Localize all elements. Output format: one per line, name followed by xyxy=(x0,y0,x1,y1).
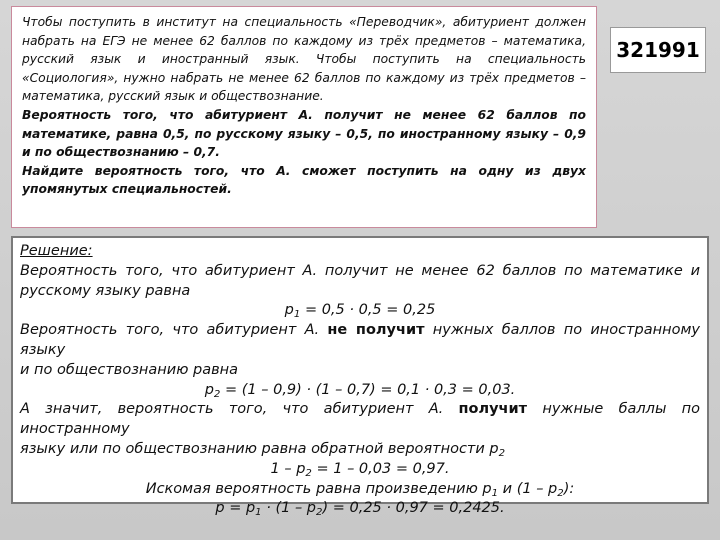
problem-probabilities: Вероятность того, что абитуриент А. получит не менее 62 баллов по математике, равна 0,5, по русскому языку – 0,5, по иностранному языку – 0,9 и по обществознанию – 0,7. xyxy=(22,107,586,160)
solution-text-2a: Вероятность того, что абитуриент А. не получит нужных баллов по иностранному языку xyxy=(20,322,700,358)
formula-complement: $1 - p_2 = 1 - 0,03 = 0,97$. xyxy=(270,460,450,479)
formula-p2: $p_2 = (1 - 0,9) \cdot (1 - 0,7) = 0,1 \cdot 0,3 = 0,03$. xyxy=(204,381,516,400)
emphasis-receive: получит xyxy=(458,401,528,418)
solution-text-1a: Вероятность того, что абитуриент А. получит не менее 62 баллов по математике и xyxy=(20,262,700,279)
problem-conditions: Чтобы поступить в институт на специальность «Переводчик», абитуриент должен набрать на ЕГЭ не менее 62 баллов по каждому из трёх предметов – математика, русский язык и иностранный язык. Чтобы поступить на специальность «Социология», нужно набрать не менее 62 баллов по каждому из трёх предметов – математика, русский язык и обществознание. xyxy=(22,15,586,104)
emphasis-not-receive: не получит xyxy=(327,322,425,339)
formula-final: $p = p_1 \cdot (1 - p_2) = 0,25 \cdot 0,97 = 0,2425$. xyxy=(215,500,505,519)
solution-text-3b: языку или по обществознанию равна обратной вероятности $p_2$ xyxy=(20,440,506,459)
problem-statement xyxy=(11,6,597,228)
problem-id-badge: 321991 xyxy=(610,27,706,73)
solution-panel xyxy=(11,236,709,519)
solution-text-1b: русскому языку равна xyxy=(20,282,191,299)
solution-text-3a: А значит, вероятность того, что абитуриент А. получит нужные баллы по иностранному xyxy=(20,401,701,438)
solution-text-4: Искомая вероятность равна произведению $p_1$ и $(1 - p_2)$: xyxy=(145,480,575,499)
solution-text-2b: и по обществознанию равна xyxy=(20,361,239,378)
problem-question: Найдите вероятность того, что А. сможет поступить на одну из двух упомянутых специальностей. xyxy=(22,163,586,197)
solution-heading: Решение: xyxy=(20,243,93,259)
formula-p1: $p_1 = 0,5 \cdot 0,5 = 0,25$ xyxy=(284,302,436,321)
